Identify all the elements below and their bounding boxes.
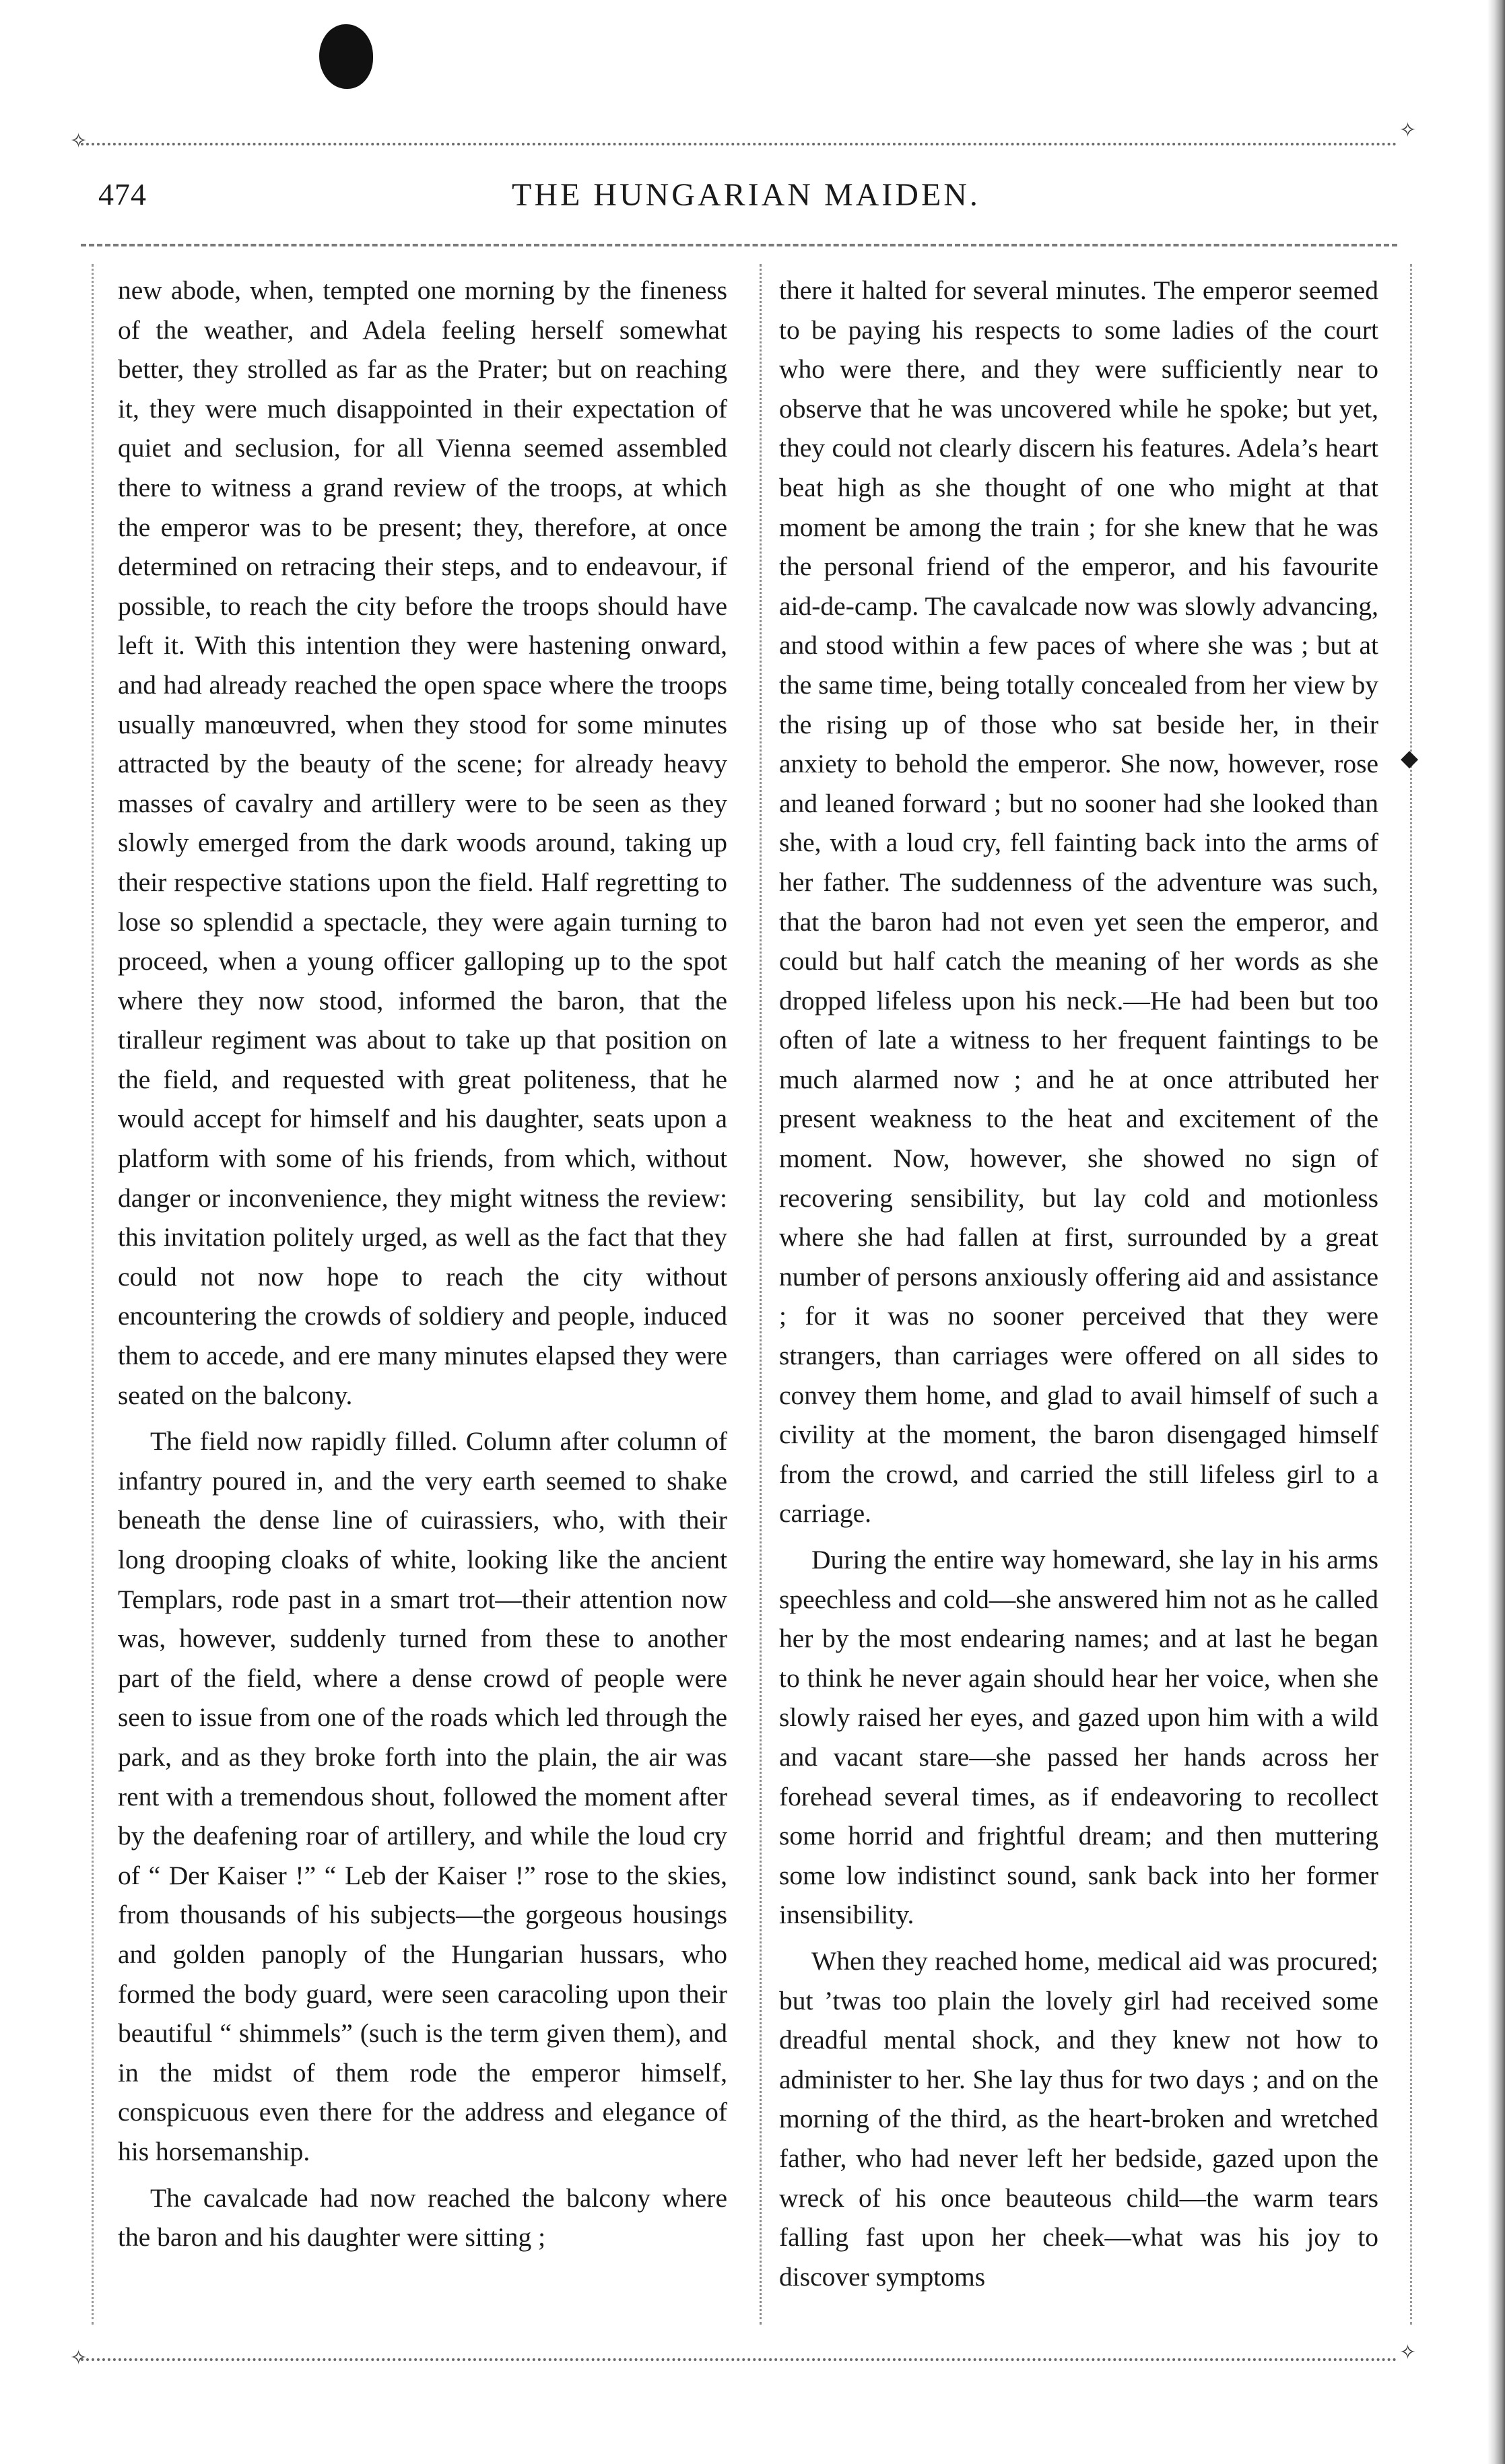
left-paragraph-3: The cavalcade had now reached the balcony where the baron and his daughter were sitting ; xyxy=(118,2183,727,2253)
corner-ornament-top-right: ✧ xyxy=(1399,119,1417,142)
page-edge-shadow xyxy=(1487,0,1505,2464)
corner-ornament-top-left: ✧ xyxy=(70,129,88,153)
right-paragraph-3: When they reached home, medical aid was procured; but ’twas too plain the lovely girl had received some dreadful mental shock, and they knew not how to administer to her. She lay thus for two days ; and on the morning of the third, as the heart-broken and wretched father, who had never left her bedside, gazed upon the wreck of his once beauteous child—the warm tears falling fast upon her cheek—what was his joy to discover symptoms xyxy=(779,1945,1378,2292)
ink-blot xyxy=(319,24,373,89)
left-paragraph-1: new abode, when, tempted one morning by the fineness of the weather, and Adela feeling herself somewhat better, they strolled as far as the Prater; but on reaching it, they were much disappointed in their expectation of quiet and seclusion, for all Vienna seemed assembled there to witness a grand review of the troops, at which the emperor was to be present; they, therefore, at once determined on retracing their steps, and to endeavour, if possible, to reach the city before the troops should have left it. With this intention they were hastening onward, and had already reached the open space where the troops usually manœuvred, when they stood for some minutes attracted by the beauty of the scene; for already heavy masses of cavalry and artillery were to be seen as they slowly emerged from the dark woods around, taking up their respective stations upon the field. Half regretting to lose so splendid a spectacle, they were again turning to proceed, when a young officer galloping up to the spot where they now stood, informed the baron, that the tiralleur regiment was about to take up that position on the field, and requested with great politeness, that he would accept for himself and his daughter, seats upon a platform with some of his friends, from which, without danger or inconvenience, they might witness the review: this invitation politely urged, as well as the fact that they could not now hope to reach the city without encountering the crowds of soldiery and people, induced them to accede, and ere many minutes elapsed they were seated on the balcony. xyxy=(118,275,727,1410)
left-column xyxy=(118,271,727,2257)
margin-diamond-ornament: ◆ xyxy=(1401,745,1419,772)
running-title: THE HUNGARIAN MAIDEN. xyxy=(512,177,980,213)
bottom-dotted-rule xyxy=(81,2358,1397,2361)
header-rule xyxy=(81,244,1397,246)
left-paragraph-2: The field now rapidly filled. Column after column of infantry poured in, and the very earth seemed to shake beneath the dense line of cuirassiers, who, with their long drooping cloaks of white, looking like the ancient Templars, rode past in a smart trot—their attention now was, however, suddenly turned from these to another part of the field, where a dense crowd of people were seen to issue from one of the roads which led through the park, and as they broke forth into the plain, the air was rent with a tremendous shout, followed the moment after by the deafening roar of artillery, and while the loud cry of “ Der Kaiser !” “ Leb der Kaiser !” rose to the skies, from thousands of his subjects—the gorgeous housings and golden panoply of the Hungarian hussars, who formed the body guard, were seen caracoling upon their beautiful “ shimmels” (such is the term given them), and in the midst of them rode the emperor himself, conspicuous even there for the address and elegance of his horsemanship. xyxy=(118,1426,727,2166)
right-margin-border xyxy=(1410,264,1412,2325)
corner-ornament-bottom-right: ✧ xyxy=(1399,2341,1417,2364)
column-divider xyxy=(760,264,762,2325)
right-paragraph-1: there it halted for several minutes. The emperor seemed to be paying his respects to some ladies of the court who were there, and they were sufficiently near to observe that he was uncovered while he spoke; but yet, they could not clearly discern his features. Adela’s heart beat high as she thought of one who might at that moment be among the train ; for she knew that he was the personal friend of the emperor, and his favourite aid-de-camp. The cavalcade now was slowly advancing, and stood within a few paces of where she was ; but at the same time, being totally concealed from her view by the rising up of those who sat beside her, in their anxiety to behold the emperor. She now, however, rose and leaned forward ; but no sooner had she looked than she, with a loud cry, fell fainting back into the arms of her father. The suddenness of the adventure was such, that the baron had not even yet seen the emperor, and could but half catch the meaning of her words as she dropped lifeless upon his neck.—He had been but too often of late a witness to her frequent faintings to be much alarmed now ; and he at once attributed her present weakness to the heat and excitement of the moment. Now, however, she showed no sign of recovering sensibility, but lay cold and motionless where she had fallen at first, surrounded by a great number of persons anxiously offering aid and assistance ; for it was no sooner perceived that they were strangers, than carriages were offered on all sides to convey them home, and glad to avail himself of such a civility at the moment, the baron disengaged himself from the crowd, and carried the still lifeless girl to a carriage. xyxy=(779,275,1378,1529)
right-column xyxy=(779,271,1378,2296)
page-number: 474 xyxy=(98,177,147,211)
right-paragraph-2: During the entire way homeward, she lay in his arms speechless and cold—she answered him not as he called her by the most endearing names; and at last he began to think he never again should hear her voice, when she slowly raised her eyes, and gazed upon him with a wild and vacant stare—she passed her hands across her forehead several times, as if endeavoring to recollect some horrid and frightful dream; and then muttering some low indistinct sound, sank back into her former insensibility. xyxy=(779,1545,1378,1930)
top-dotted-rule xyxy=(81,143,1397,145)
left-margin-border xyxy=(92,264,94,2325)
corner-ornament-bottom-left: ✧ xyxy=(70,2346,88,2370)
